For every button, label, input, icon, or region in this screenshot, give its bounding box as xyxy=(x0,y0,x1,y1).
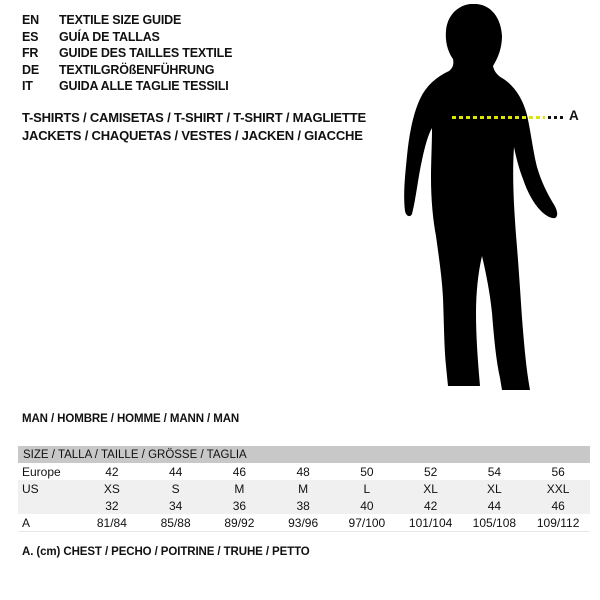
size-row-us-numeric xyxy=(18,497,590,514)
language-code: FR xyxy=(22,46,39,61)
size-cell: XL xyxy=(399,480,463,497)
size-cell: 109/112 xyxy=(536,515,580,530)
man-silhouette-graphic xyxy=(402,4,568,390)
size-cell: 42 xyxy=(105,464,119,479)
language-row-it xyxy=(22,78,232,95)
measurement-footnote: A. (cm) CHEST / PECHO / POITRINE / TRUHE / PETTO xyxy=(22,546,310,558)
row-label: Europe xyxy=(22,464,61,479)
size-cell: 54 xyxy=(487,464,502,479)
measure-label-a: A xyxy=(569,108,579,123)
size-cell: 93/96 xyxy=(288,515,319,530)
size-row-europe xyxy=(18,463,590,480)
row-label: US xyxy=(18,480,80,497)
man-silhouette xyxy=(402,4,568,390)
size-cell: S xyxy=(144,480,208,497)
size-cell: XL xyxy=(463,480,527,497)
size-cell: 34 xyxy=(144,497,208,514)
language-title: GUÍA DE TALLAS xyxy=(59,29,160,44)
language-row-en xyxy=(22,12,232,29)
language-code: DE xyxy=(22,62,39,77)
size-cell: 56 xyxy=(551,464,565,479)
size-cell: 101/104 xyxy=(408,515,453,530)
size-table xyxy=(18,446,590,532)
language-title: GUIDE DES TAILLES TEXTILE xyxy=(59,46,233,61)
product-category-lines xyxy=(22,109,366,145)
size-cell: 46 xyxy=(232,464,247,479)
row-label: A xyxy=(22,515,31,530)
size-cell: 50 xyxy=(360,464,374,479)
size-cell: M xyxy=(271,480,335,497)
size-table-header-row xyxy=(18,446,590,463)
size-cell: M xyxy=(208,480,272,497)
language-list xyxy=(22,12,232,95)
language-code: IT xyxy=(22,79,33,94)
size-row-us xyxy=(18,480,590,497)
size-cell: 44 xyxy=(463,497,527,514)
size-cell: XS xyxy=(80,480,144,497)
language-row-de xyxy=(22,62,232,79)
chest-measure-line xyxy=(452,116,545,119)
size-table-header: SIZE / TALLA / TAILLE / GRÖSSE / TAGLIA xyxy=(18,446,590,463)
size-cell: 97/100 xyxy=(348,515,386,530)
product-line-jackets: JACKETS / CHAQUETAS / VESTES / JACKEN / GIACCHE xyxy=(22,127,363,143)
chest-measure-extension-line xyxy=(548,116,565,119)
product-line-tshirts: T-SHIRTS / CAMISETAS / T-SHIRT / T-SHIRT / MAGLIETTE xyxy=(22,110,366,125)
language-code: EN xyxy=(22,13,39,27)
size-cell: 85/88 xyxy=(160,515,191,530)
size-cell: 38 xyxy=(271,497,335,514)
size-cell: 42 xyxy=(399,497,463,514)
size-cell: 52 xyxy=(423,464,438,479)
size-cell: 89/92 xyxy=(224,515,255,530)
language-row-es xyxy=(22,29,232,46)
size-cell: 81/84 xyxy=(96,515,127,530)
size-cell: 46 xyxy=(526,497,590,514)
language-code: ES xyxy=(22,29,39,44)
language-row-fr xyxy=(22,45,232,62)
size-cell: XXL xyxy=(526,480,590,497)
language-title: GUIDA ALLE TAGLIE TESSILI xyxy=(59,79,229,94)
size-cell: 105/108 xyxy=(472,515,517,530)
row-label xyxy=(18,497,80,514)
size-cell: 48 xyxy=(296,464,310,479)
language-title: TEXTILE SIZE GUIDE xyxy=(59,13,182,27)
section-title-man: MAN / HOMBRE / HOMME / MANN / MAN xyxy=(22,413,240,425)
language-title: TEXTILGRÖßENFÜHRUNG xyxy=(59,62,215,77)
size-cell: 32 xyxy=(80,497,144,514)
size-cell: 40 xyxy=(335,497,399,514)
size-cell: 36 xyxy=(208,497,272,514)
size-cell: L xyxy=(335,480,399,497)
size-cell: 44 xyxy=(168,464,183,479)
size-row-chest-a xyxy=(18,514,590,532)
